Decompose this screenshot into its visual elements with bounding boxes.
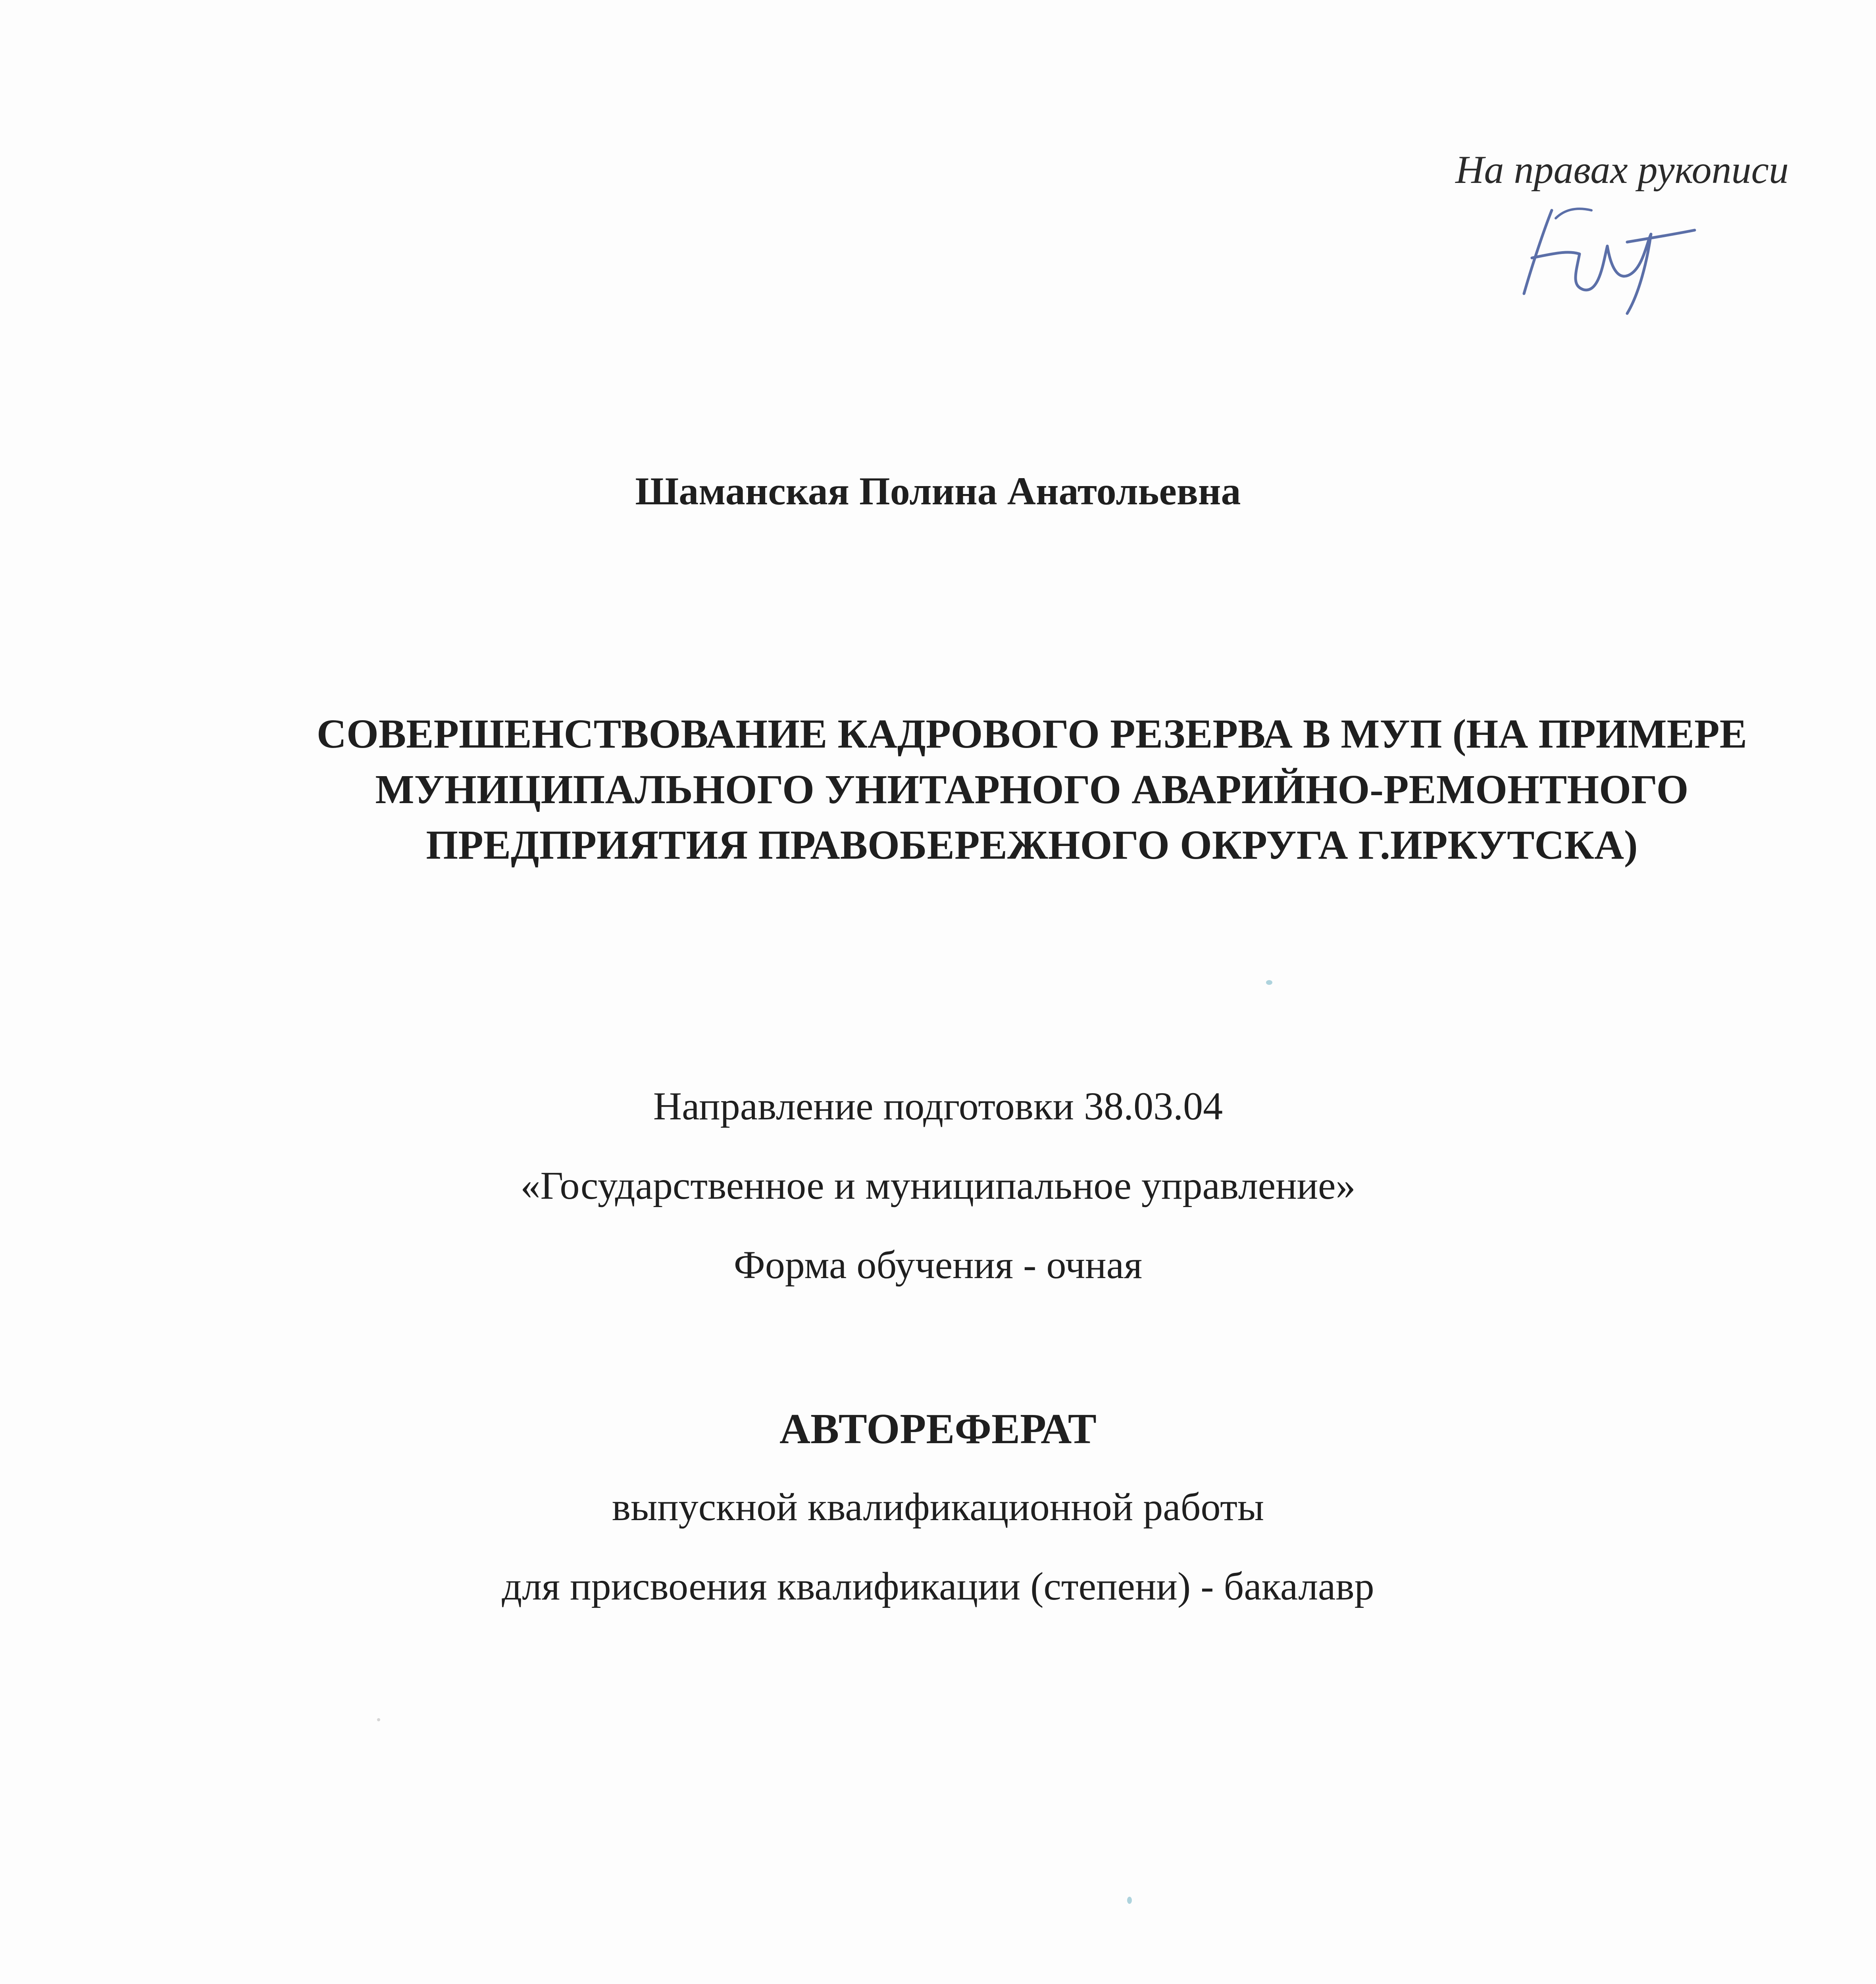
thesis-title: СОВЕРШЕНСТВОВАНИЕ КАДРОВОГО РЕЗЕРВА В МУП (НА ПРИМЕРЕ МУНИЦИПАЛЬНОГО УНИТАРНОГО АВАРИЙНО-РЕМОНТНОГО ПРЕДПРИЯТИЯ ПРАВОБЕРЕЖНОГО ОКРУГА Г.ИРКУТСКА)	[316, 711, 1747, 868]
work-type: выпускной квалификационной работы	[612, 1485, 1264, 1529]
qualification-line: для присвоения квалификации (степени) - бакалавр	[502, 1564, 1374, 1608]
scan-speck	[377, 1718, 380, 1721]
author-name: Шаманская Полина Анатольевна	[635, 469, 1241, 513]
study-form: Форма обучения - очная	[733, 1243, 1143, 1287]
manuscript-note: На правах рукописи	[1455, 148, 1789, 192]
handwritten-signature	[1508, 194, 1699, 317]
document-type: АВТОРЕФЕРАТ	[779, 1405, 1097, 1453]
program-name: «Государственное и муниципальное управление»	[520, 1163, 1356, 1207]
study-direction: Направление подготовки 38.03.04	[653, 1084, 1223, 1128]
scan-speck	[1266, 980, 1272, 985]
scan-speck	[1127, 1897, 1132, 1904]
